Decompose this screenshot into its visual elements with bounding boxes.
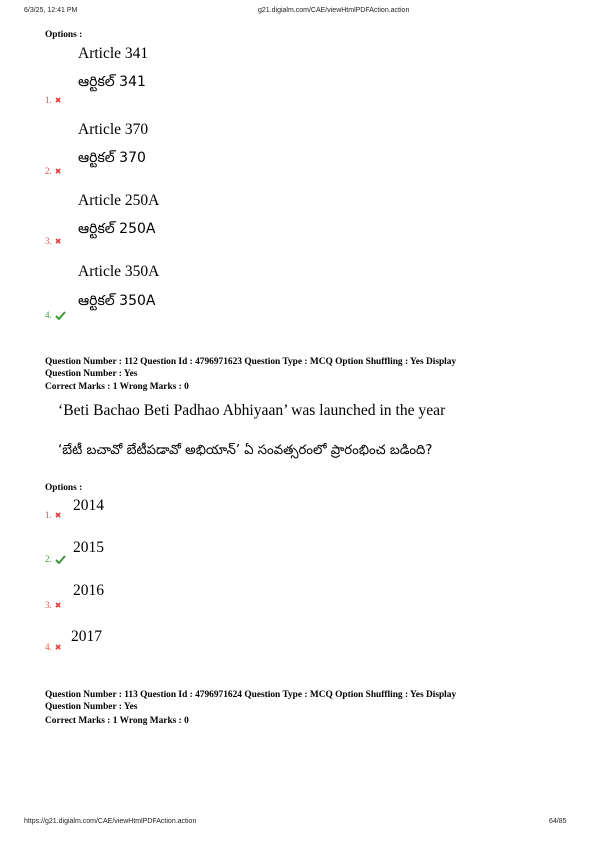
cross-icon: ✖ [54,167,62,176]
option-marker [45,236,61,246]
question-marks: Correct Marks : 1 Wrong Marks : 0 [45,716,189,726]
option-marker [45,554,66,564]
option-marker [45,510,61,520]
option-number: 4. [45,310,52,320]
option-marker [45,95,61,105]
option-text: 2016 [73,582,104,599]
question-marks: Correct Marks : 1 Wrong Marks : 0 [45,382,189,392]
option-text: 2014 [73,497,104,514]
option-number: 2. [45,166,52,176]
cross-icon: ✖ [54,601,62,610]
option-marker [45,600,61,610]
option-number: 3. [45,236,52,246]
check-icon [55,311,66,320]
option-text-te: ఆర్టికల్ 370 [78,150,146,166]
question-meta: Question Number : 112 Question Id : 4796971623 Question Type : MCQ Option Shuffling : Yes Display [45,357,457,367]
option-text: 2017 [71,628,102,645]
footer-url: https://g21.digialm.com/CAE/viewHtmlPDFAction.action [24,818,197,825]
option-text-te: ఆర్టికల్ 250A [78,221,156,237]
option-text-en: Article 341 [78,45,149,62]
question-meta: Question Number : Yes [45,702,138,712]
option-number: 1. [45,95,52,105]
question-text-en: ‘Beti Bachao Beti Padhao Abhiyaan’ was launched in the year [58,402,446,419]
option-number: 1. [45,510,52,520]
cross-icon: ✖ [54,643,62,652]
question-meta: Question Number : 113 Question Id : 4796971624 Question Type : MCQ Option Shuffling : Yes Display [45,690,457,700]
option-text-en: Article 350A [78,263,160,280]
cross-icon: ✖ [54,237,62,246]
page-number: 64/85 [549,818,567,825]
option-text-en: Article 370 [78,121,149,138]
option-text: 2015 [73,539,104,556]
option-number: 4. [45,642,52,652]
options-label: Options : [45,30,83,40]
option-text-en: Article 250A [78,192,160,209]
check-icon [55,555,66,564]
question-meta: Question Number : Yes [45,369,138,379]
header-datetime: 6/3/25, 12:41 PM [24,7,78,14]
question-text-te: ‘బేటీ బచావో బేటీపడావో అభియాన్’ ఏ సంవత్సరంలో ప్రారంభించ బడింది? [58,443,433,458]
option-text-te: ఆర్టికల్ 341 [78,74,146,90]
options-label: Options : [45,483,83,493]
cross-icon: ✖ [54,511,62,520]
option-text-te: ఆర్టికల్ 350A [78,293,156,309]
option-number: 2. [45,554,52,564]
option-marker [45,642,61,652]
option-marker [45,166,61,176]
option-number: 3. [45,600,52,610]
cross-icon: ✖ [54,96,62,105]
option-marker [45,310,66,320]
header-url: g21.digialm.com/CAE/viewHtmlPDFAction.action [258,7,410,14]
